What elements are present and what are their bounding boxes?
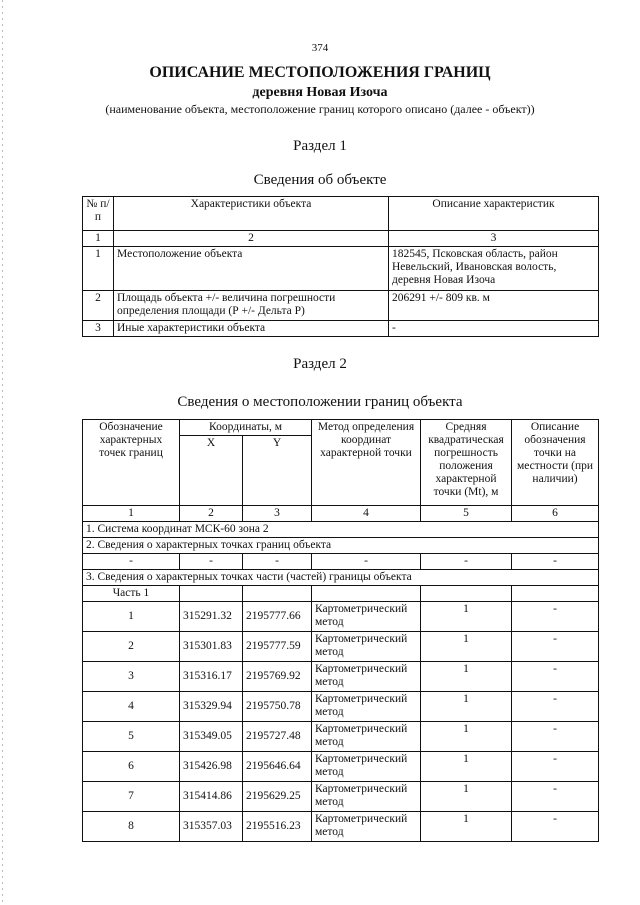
header-cell: № п/п xyxy=(83,197,114,231)
empty-cell xyxy=(421,586,512,602)
error-cell: 1 xyxy=(421,752,512,782)
description-cell: - xyxy=(512,752,599,782)
coordinate-system: 1. Система координат МСК-60 зона 2 xyxy=(83,522,599,538)
table-row xyxy=(83,247,599,291)
empty-cell: - xyxy=(83,554,180,570)
error-cell: 1 xyxy=(421,812,512,842)
object-info-table xyxy=(82,196,599,337)
description-cell: - xyxy=(512,602,599,632)
row-number: 2 xyxy=(83,291,114,321)
table-header-row xyxy=(83,197,599,231)
point-number: 5 xyxy=(83,722,180,752)
system-row xyxy=(83,522,599,538)
description-cell: - xyxy=(512,722,599,752)
section2-caption: Сведения о местоположении границ объекта xyxy=(177,394,463,410)
column-number: 3 xyxy=(243,506,312,522)
parts-section-row xyxy=(83,570,599,586)
coordinate-y: 2195629.25 xyxy=(243,782,312,812)
error-cell: 1 xyxy=(421,692,512,722)
column-number-row xyxy=(83,231,599,247)
point-number: 3 xyxy=(83,662,180,692)
method-cell: Картометрический метод xyxy=(312,602,421,632)
table-row xyxy=(83,662,599,692)
coordinate-x: 315414.86 xyxy=(180,782,243,812)
row-number: 1 xyxy=(83,247,114,291)
empty-cell: - xyxy=(243,554,312,570)
table-row xyxy=(83,602,599,632)
header-error: Средняя квадратическая погрешность положения характерной точки (Mt), м xyxy=(421,420,512,506)
empty-cell: - xyxy=(180,554,243,570)
coordinate-y: 2195777.59 xyxy=(243,632,312,662)
table-row xyxy=(83,812,599,842)
point-number: 4 xyxy=(83,692,180,722)
empty-cell xyxy=(180,586,243,602)
table-row xyxy=(83,782,599,812)
coordinate-x: 315291.32 xyxy=(180,602,243,632)
column-number: 2 xyxy=(114,231,389,247)
table-row xyxy=(83,692,599,722)
coordinate-x: 315426.98 xyxy=(180,752,243,782)
header-method: Метод определения координат характерной точки xyxy=(312,420,421,506)
coordinate-y: 2195727.48 xyxy=(243,722,312,752)
method-cell: Картометрический метод xyxy=(312,662,421,692)
table-row xyxy=(83,632,599,662)
coordinate-x: 315301.83 xyxy=(180,632,243,662)
table-row xyxy=(83,752,599,782)
empty-cell: - xyxy=(421,554,512,570)
column-number: 6 xyxy=(512,506,599,522)
characteristic-value: 182545, Псковская область, район Невельский, Ивановская волость, деревня Новая Изоча xyxy=(389,247,599,291)
empty-cell xyxy=(312,586,421,602)
document-title: ОПИСАНИЕ МЕСТОПОЛОЖЕНИЯ ГРАНИЦ xyxy=(149,64,491,81)
section2-heading: Раздел 2 xyxy=(293,356,347,372)
column-number-row xyxy=(83,506,599,522)
description-cell: - xyxy=(512,692,599,722)
column-number: 1 xyxy=(83,506,180,522)
part-label: Часть 1 xyxy=(83,586,180,602)
part-row xyxy=(83,586,599,602)
point-number: 8 xyxy=(83,812,180,842)
characteristic-name: Местоположение объекта xyxy=(114,247,389,291)
method-cell: Картометрический метод xyxy=(312,632,421,662)
coordinate-x: 315357.03 xyxy=(180,812,243,842)
points-section-label: 2. Сведения о характерных точках границ объекта xyxy=(83,538,599,554)
header-cell: Описание характеристик xyxy=(389,197,599,231)
column-number: 3 xyxy=(389,231,599,247)
method-cell: Картометрический метод xyxy=(312,812,421,842)
header-x: X xyxy=(180,436,243,506)
table-row xyxy=(83,722,599,752)
coordinate-x: 315349.05 xyxy=(180,722,243,752)
header-point: Обозначение характерных точек границ xyxy=(83,420,180,506)
error-cell: 1 xyxy=(421,782,512,812)
method-cell: Картометрический метод xyxy=(312,692,421,722)
boundary-points-table xyxy=(82,419,599,842)
row-number: 3 xyxy=(83,321,114,337)
method-cell: Картометрический метод xyxy=(312,722,421,752)
error-cell: 1 xyxy=(421,632,512,662)
point-number: 7 xyxy=(83,782,180,812)
coordinate-y: 2195646.64 xyxy=(243,752,312,782)
header-coords: Координаты, м xyxy=(180,420,312,436)
coordinate-x: 315329.94 xyxy=(180,692,243,722)
characteristic-name: Площадь объекта +/- величина погрешности определения площади (Р +/- Дельта Р) xyxy=(114,291,389,321)
coordinate-x: 315316.17 xyxy=(180,662,243,692)
points-section-row xyxy=(83,538,599,554)
section1-caption: Сведения об объекте xyxy=(253,172,387,188)
object-note: (наименование объекта, местоположение границ которого описано (далее - объект)) xyxy=(105,102,535,116)
empty-cell: - xyxy=(512,554,599,570)
description-cell: - xyxy=(512,782,599,812)
object-name: деревня Новая Изоча xyxy=(252,85,388,100)
description-cell: - xyxy=(512,662,599,692)
parts-section-label: 3. Сведения о характерных точках части (частей) границы объекта xyxy=(83,570,599,586)
header-cell: Характеристики объекта xyxy=(114,197,389,231)
error-cell: 1 xyxy=(421,662,512,692)
characteristic-value: 206291 +/- 809 кв. м xyxy=(389,291,599,321)
column-number: 2 xyxy=(180,506,243,522)
empty-row xyxy=(83,554,599,570)
error-cell: 1 xyxy=(421,722,512,752)
empty-cell: - xyxy=(312,554,421,570)
method-cell: Картометрический метод xyxy=(312,752,421,782)
characteristic-name: Иные характеристики объекта xyxy=(114,321,389,337)
point-number: 6 xyxy=(83,752,180,782)
header-description: Описание обозначения точки на местности (при наличии) xyxy=(512,420,599,506)
column-number: 5 xyxy=(421,506,512,522)
error-cell: 1 xyxy=(421,602,512,632)
header-y: Y xyxy=(243,436,312,506)
section1-heading: Раздел 1 xyxy=(293,138,347,154)
characteristic-value: - xyxy=(389,321,599,337)
coordinate-y: 2195769.92 xyxy=(243,662,312,692)
table-row xyxy=(83,291,599,321)
empty-cell xyxy=(243,586,312,602)
empty-cell xyxy=(512,586,599,602)
scan-margin-line xyxy=(2,0,3,905)
description-cell: - xyxy=(512,632,599,662)
description-cell: - xyxy=(512,812,599,842)
method-cell: Картометрический метод xyxy=(312,782,421,812)
table-row xyxy=(83,321,599,337)
point-number: 1 xyxy=(83,602,180,632)
table-header-row xyxy=(83,420,599,436)
coordinate-y: 2195516.23 xyxy=(243,812,312,842)
page-number: 374 xyxy=(311,42,329,54)
column-number: 1 xyxy=(83,231,114,247)
column-number: 4 xyxy=(312,506,421,522)
point-number: 2 xyxy=(83,632,180,662)
coordinate-y: 2195750.78 xyxy=(243,692,312,722)
coordinate-y: 2195777.66 xyxy=(243,602,312,632)
